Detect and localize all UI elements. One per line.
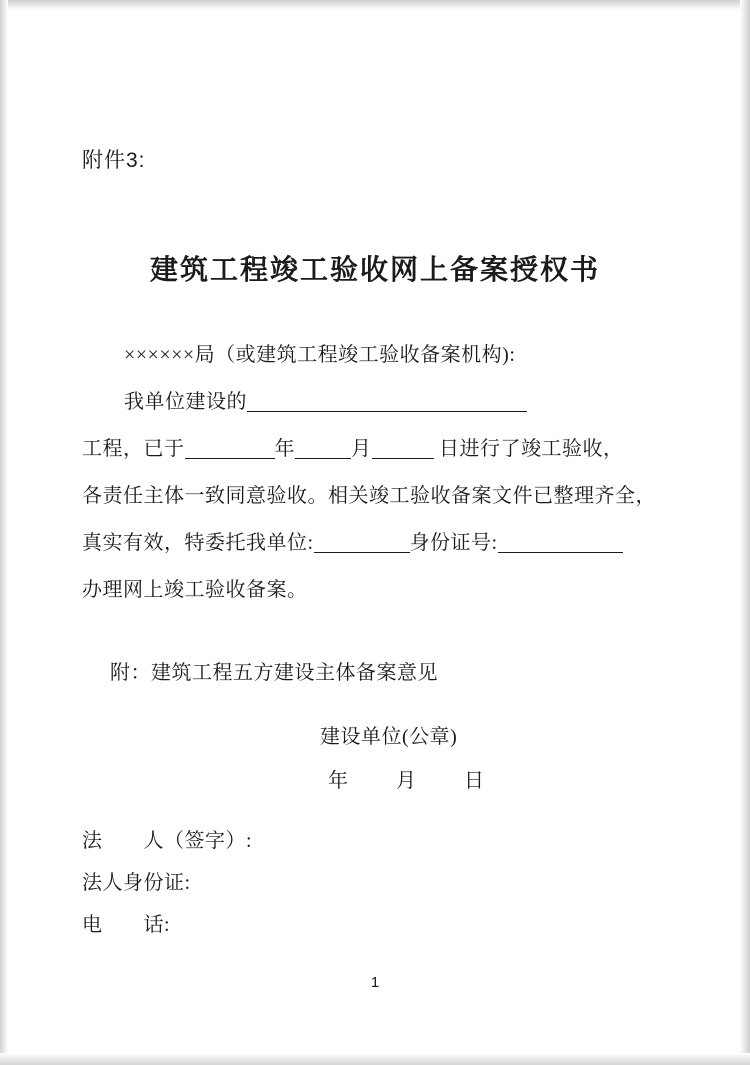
document-body bbox=[82, 332, 660, 614]
para4-mid: 身份证号: bbox=[409, 532, 498, 554]
month-label: 月 bbox=[351, 438, 372, 460]
page-title: 建筑工程竣工验收网上备案授权书 bbox=[149, 254, 600, 285]
para4-prefix: 真实有效，特委托我单位: bbox=[82, 532, 314, 554]
year-blank[interactable] bbox=[185, 436, 275, 459]
legal-person-id-field: 法人身份证: bbox=[82, 872, 191, 894]
phone-field: 电 话: bbox=[82, 914, 171, 936]
addressee-line: ××××××局（或建筑工程竣工验收备案机构): bbox=[124, 344, 516, 366]
legal-person-field: 法 人（签字）: bbox=[82, 830, 253, 852]
footer-fields bbox=[82, 820, 252, 946]
paragraph-agreement: 各责任主体一致同意验收。相关竣工验收备案文件已整理齐全， bbox=[82, 485, 656, 507]
paragraph-date bbox=[82, 426, 660, 473]
paragraph-project bbox=[82, 379, 660, 426]
attachment-label: 附件3: bbox=[82, 149, 146, 172]
paragraph-delegate bbox=[82, 520, 660, 567]
signer-date: 年 月 日 bbox=[328, 770, 498, 792]
attachment-note: 附：建筑工程五方建设主体备案意见 bbox=[110, 662, 438, 684]
day-blank[interactable] bbox=[372, 436, 434, 459]
para1-prefix: 我单位建设的 bbox=[124, 391, 247, 413]
project-name-blank[interactable] bbox=[247, 389, 527, 412]
delegate-id-blank[interactable] bbox=[498, 530, 623, 553]
page-number: 1 bbox=[370, 974, 380, 991]
year-label: 年 bbox=[274, 438, 295, 460]
signer-block bbox=[320, 715, 498, 803]
day-label: 日进行了竣工验收， bbox=[439, 438, 624, 460]
paragraph-closing: 办理网上竣工验收备案。 bbox=[82, 579, 308, 601]
month-blank[interactable] bbox=[295, 436, 351, 459]
delegate-unit-blank[interactable] bbox=[314, 530, 410, 553]
para2-prefix: 工程，已于 bbox=[82, 438, 185, 460]
signer-organization: 建设单位(公章) bbox=[320, 726, 458, 748]
